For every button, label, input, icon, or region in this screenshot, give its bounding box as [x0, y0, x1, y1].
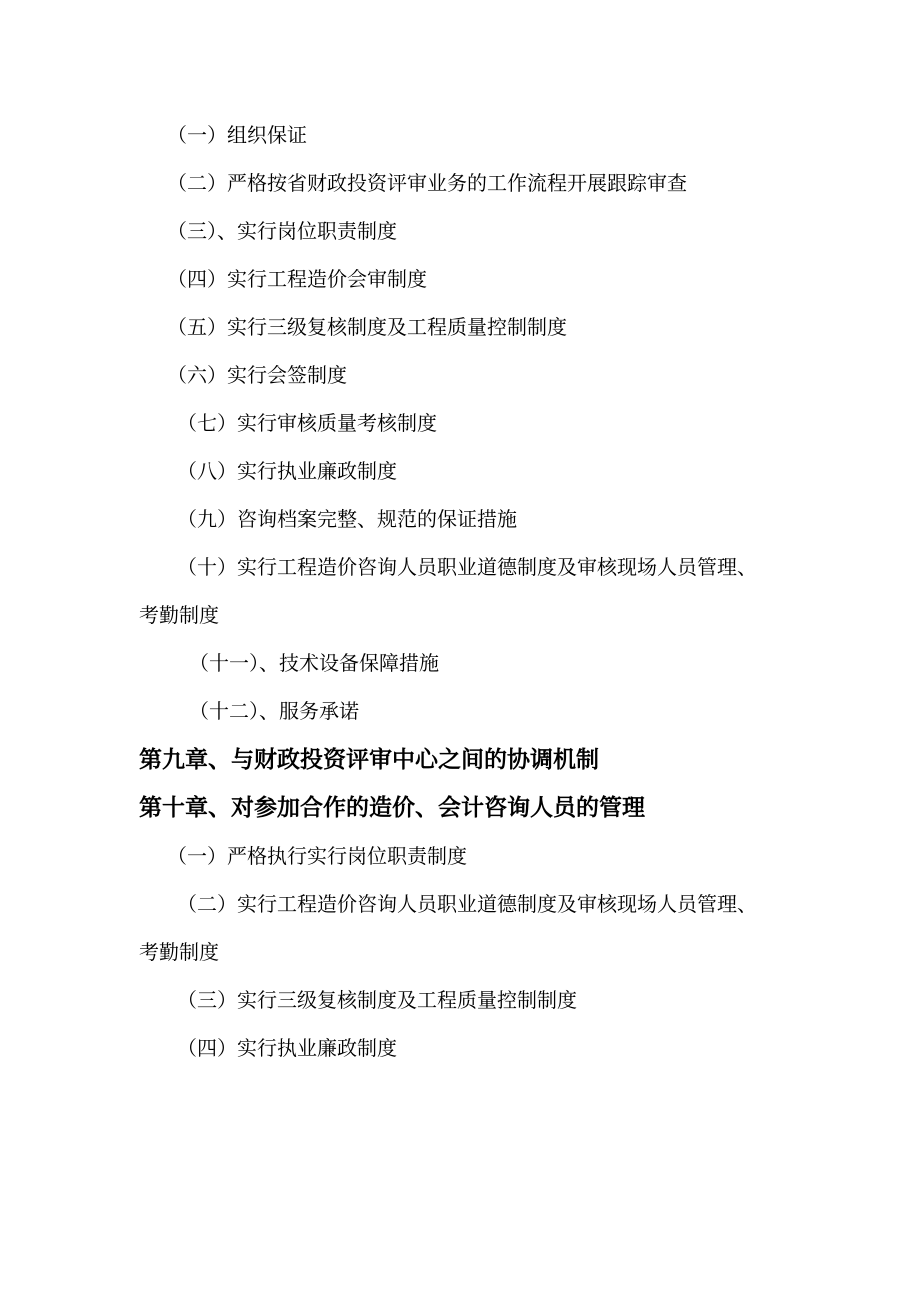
list-item: （二）严格按省财政投资评审业务的工作流程开展跟踪审查 [167, 171, 687, 195]
list-item: （一）组织保证 [167, 123, 307, 147]
list-item: （四）实行执业廉政制度 [177, 1036, 397, 1060]
list-item: （十二）、服务承诺 [189, 699, 359, 723]
list-item: （三）、实行岗位职责制度 [167, 219, 397, 243]
list-item-continuation: 考勤制度 [139, 603, 219, 627]
list-item: （五）实行三级复核制度及工程质量控制制度 [167, 315, 567, 339]
list-item-continuation: 考勤制度 [139, 940, 219, 964]
list-item: （六）实行会签制度 [167, 363, 347, 387]
list-item: （一）严格执行实行岗位职责制度 [167, 844, 467, 868]
list-item: （八）实行执业廉政制度 [177, 459, 397, 483]
list-item: （四）实行工程造价会审制度 [167, 267, 427, 291]
list-item: （十一）、技术设备保障措施 [189, 651, 439, 675]
list-item: （二）实行工程造价咨询人员职业道德制度及审核现场人员管理、 [177, 892, 757, 916]
list-item: （九）咨询档案完整、规范的保证措施 [177, 507, 517, 531]
chapter-heading: 第十章、对参加合作的造价、会计咨询人员的管理 [139, 795, 645, 821]
chapter-heading: 第九章、与财政投资评审中心之间的协调机制 [139, 747, 599, 773]
list-item: （十）实行工程造价咨询人员职业道德制度及审核现场人员管理、 [177, 555, 757, 579]
list-item: （三）实行三级复核制度及工程质量控制制度 [177, 988, 577, 1012]
list-item: （七）实行审核质量考核制度 [177, 411, 437, 435]
